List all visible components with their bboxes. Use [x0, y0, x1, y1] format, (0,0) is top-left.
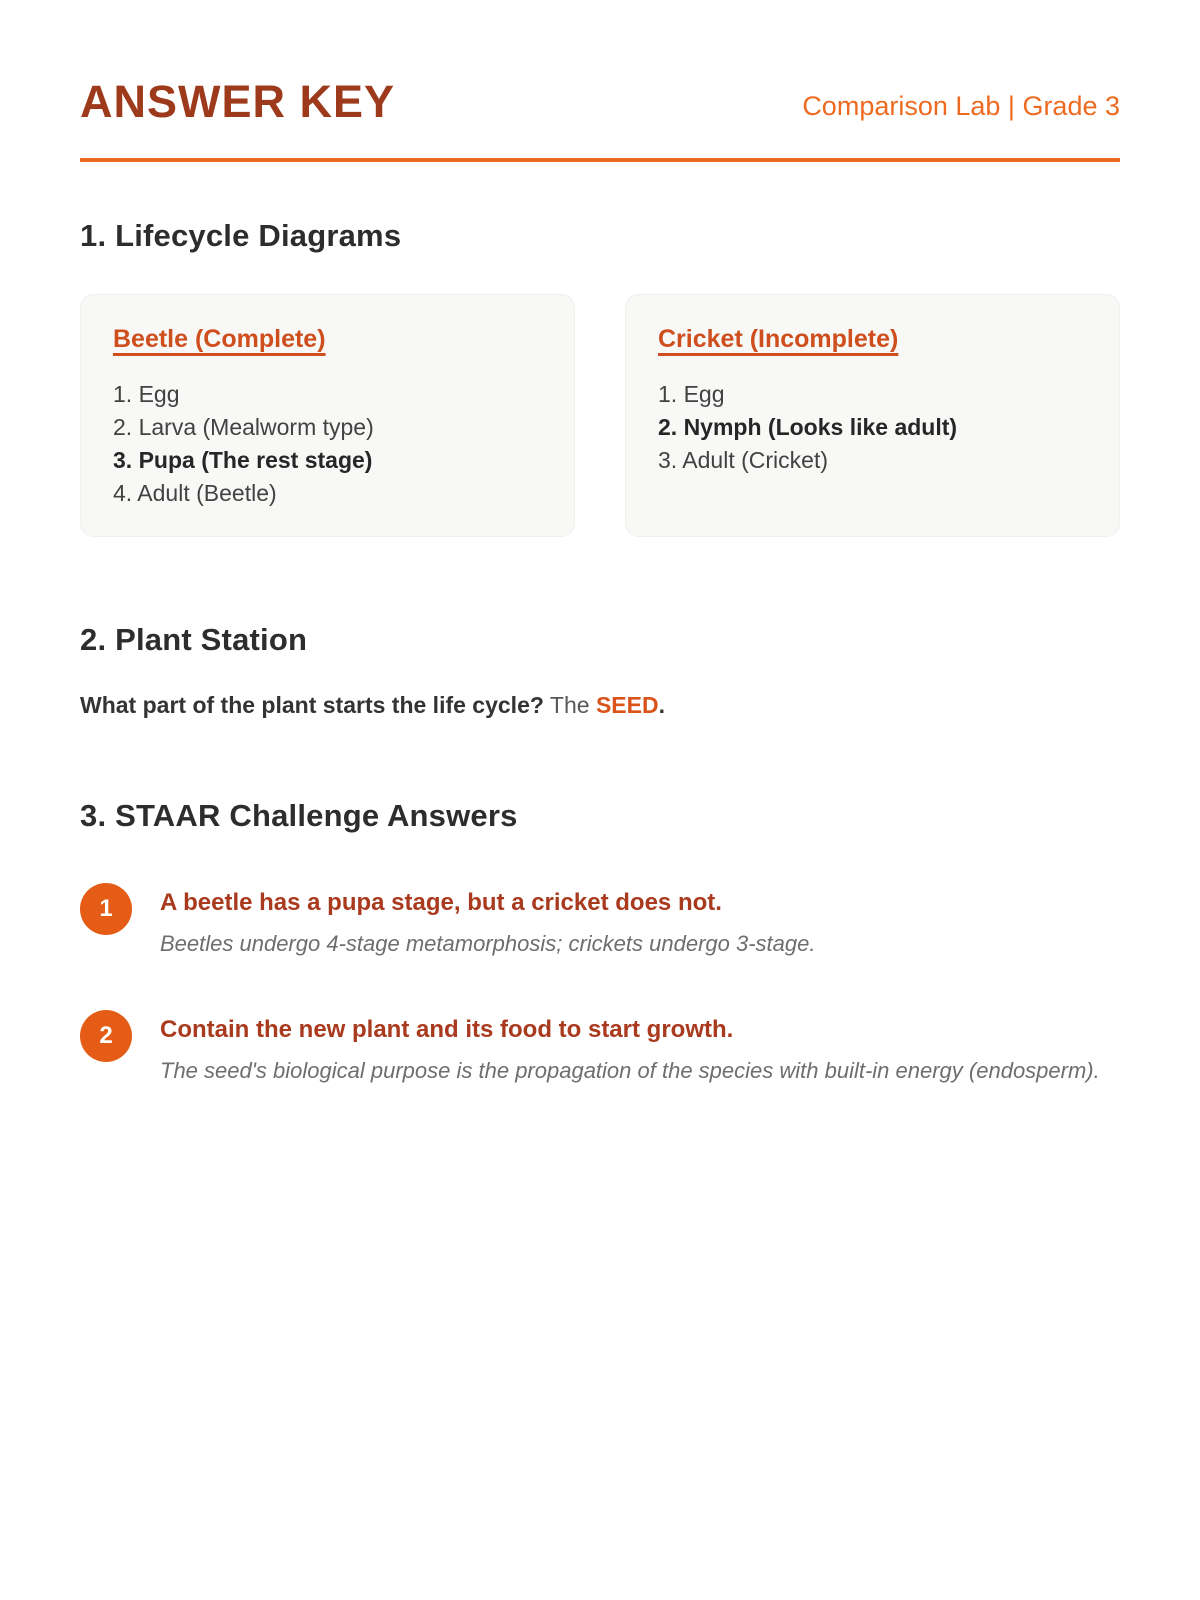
- plant-station-heading: 2. Plant Station: [80, 622, 308, 658]
- plant-question-text: What part of the plant starts the life cycle?: [80, 692, 544, 719]
- staar-answer-1: [80, 881, 1120, 962]
- page-title: ANSWER KEY: [80, 76, 396, 127]
- staar-answers: [80, 881, 1120, 1090]
- plant-question-line: [80, 691, 1120, 721]
- lifecycle-stage-item: 3. Pupa (The rest stage): [113, 447, 373, 474]
- answer-1-explanation: Beetles undergo 4-stage metamorphosis; crickets undergo 3-stage.: [160, 931, 816, 957]
- answer-2-explanation: The seed's biological purpose is the propagation of the species with built-in energy (endosperm).: [160, 1058, 1100, 1084]
- answer-2-title: Contain the new plant and its food to start growth.: [160, 1016, 734, 1044]
- lifecycle-stage-item: 1. Egg: [658, 381, 725, 408]
- lifecycle-heading: 1. Lifecycle Diagrams: [80, 218, 402, 254]
- lifecycle-stage-item: 2. Larva (Mealworm type): [113, 414, 374, 441]
- section-staar-challenge: [80, 798, 1120, 1090]
- answer-1-title: A beetle has a pupa stage, but a cricket does not.: [160, 889, 722, 917]
- lifecycle-stage-item: 4. Adult (Beetle): [113, 480, 277, 507]
- beetle-card: [80, 294, 575, 537]
- staar-heading: 3. STAAR Challenge Answers: [80, 798, 518, 834]
- section-plant-station: [80, 622, 1120, 721]
- plant-answer-highlight: SEED: [595, 692, 659, 719]
- plant-answer-lead: The: [549, 692, 590, 719]
- staar-answer-2: [80, 1008, 1120, 1089]
- beetle-stage-list: [113, 378, 544, 510]
- lifecycle-cards: [80, 294, 1120, 537]
- cricket-card: [625, 294, 1120, 537]
- answer-2-number-badge: 2: [80, 1010, 132, 1062]
- cricket-stage-list: [658, 378, 1089, 477]
- beetle-card-title: Beetle (Complete): [113, 325, 326, 354]
- answer-1-body: [160, 881, 815, 962]
- answer-1-number-badge: 1: [80, 883, 132, 935]
- lifecycle-stage-item: 2. Nymph (Looks like adult): [658, 414, 958, 441]
- section-lifecycle-diagrams: [80, 218, 1120, 537]
- lifecycle-stage-item: 3. Adult (Cricket): [658, 447, 828, 474]
- plant-answer-period: .: [658, 692, 665, 719]
- header-meta: Comparison Lab | Grade 3: [802, 90, 1120, 121]
- cricket-card-title: Cricket (Incomplete): [658, 325, 899, 354]
- page-header: [80, 78, 1120, 125]
- answer-2-body: [160, 1008, 1100, 1089]
- lifecycle-stage-item: 1. Egg: [113, 381, 180, 408]
- header-divider: [80, 158, 1120, 162]
